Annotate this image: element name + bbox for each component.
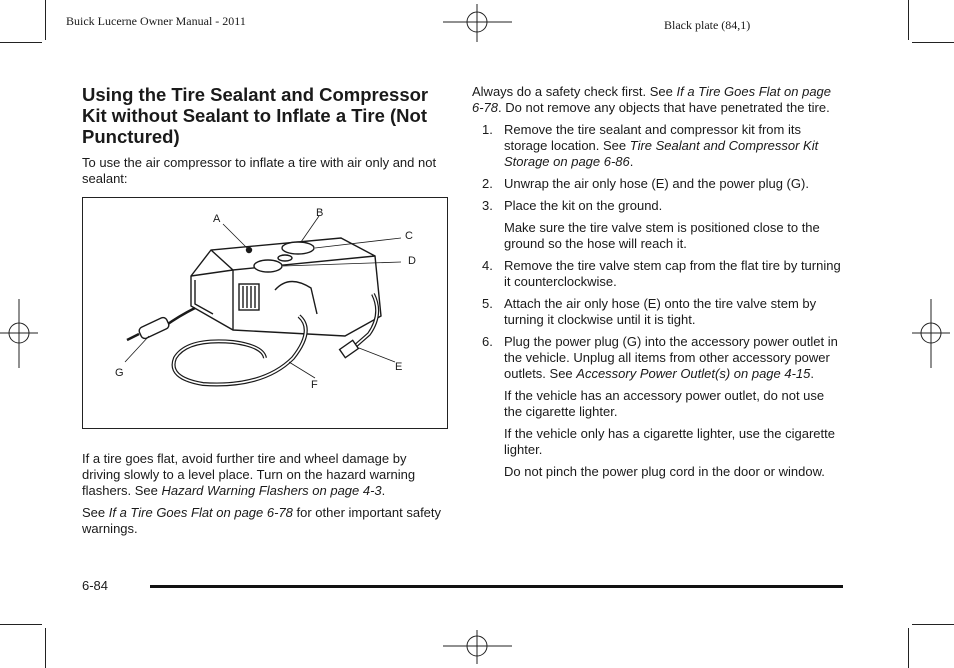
safety-warnings-paragraph: See If a Tire Goes Flat on page 6-78 for other important safety warnings. xyxy=(82,505,442,536)
kit-storage-link[interactable]: Tire Sealant and Compressor Kit Storage on page 6-86 xyxy=(504,138,819,169)
label-g: G xyxy=(115,367,124,379)
footer-rule xyxy=(150,585,843,588)
label-f: F xyxy=(311,379,318,391)
steps-list xyxy=(472,122,844,214)
step6-note: If the vehicle only has a cigarette lighter, use the cigarette lighter. xyxy=(504,426,835,457)
accessory-power-link[interactable]: Accessory Power Outlet(s) on page 4-15 xyxy=(576,366,811,381)
tire-goes-flat-link[interactable]: If a Tire Goes Flat on page 6-78 xyxy=(108,505,293,520)
safety-check-paragraph: Always do a safety check first. See If a Tire Goes Flat on page 6-78. Do not remove any objects that have penetrated the tire. xyxy=(472,84,832,115)
step6-note: If the vehicle has an accessory power outlet, do not use the cigarette lighter. xyxy=(504,388,825,419)
flat-tire-paragraph: If a tire goes flat, avoid further tire and wheel damage by driving slowly to a level place. Turn on the hazard warning flashers. See Hazard Warning Flashers on page 4-3. xyxy=(82,451,416,498)
step6-note: Do not pinch the power plug cord in the door or window. xyxy=(504,464,825,479)
left-column xyxy=(82,84,448,543)
list-item: 2. Unwrap the air only hose (E) and the power plug (G). xyxy=(482,176,809,191)
list-item: 4. Remove the tire valve stem cap from the flat tire by turning it counterclockwise. xyxy=(482,258,841,289)
list-item: 1. Remove the tire sealant and compressor kit from its storage location. See Tire Sealant and Compressor Kit Storage on page 6-86. xyxy=(482,122,819,169)
list-item: 5. Attach the air only hose (E) onto the tire valve stem by turning it clockwise until it is tight. xyxy=(482,296,817,327)
page-number: 6-84 xyxy=(82,578,109,593)
registration-mark-right xyxy=(912,299,950,368)
step3-note: Make sure the tire valve stem is positioned close to the ground so the hose will reach it. xyxy=(504,220,820,251)
right-column xyxy=(472,84,844,486)
header-title: Buick Lucerne Owner Manual - 2011 xyxy=(66,14,246,28)
registration-mark-top xyxy=(443,4,512,42)
list-item: 3. Place the kit on the ground. xyxy=(482,198,663,213)
label-d: D xyxy=(408,255,416,267)
hazard-flashers-link[interactable]: Hazard Warning Flashers on page 4-3 xyxy=(161,483,382,498)
label-a: A xyxy=(213,213,221,225)
list-item: 6. Plug the power plug (G) into the accessory power outlet in the vehicle. Unplug all items from other accessory power outlets. See Accessory Power Outlet(s) on page 4-15. xyxy=(482,334,838,381)
compressor-kit-illustration xyxy=(82,197,448,429)
tire-goes-flat-link-2[interactable]: If a Tire Goes Flat on page 6-78 xyxy=(472,84,832,115)
registration-mark-left xyxy=(0,299,38,368)
label-e: E xyxy=(395,361,403,373)
intro-paragraph: To use the air compressor to inflate a tire with air only and not sealant: xyxy=(82,155,437,186)
label-c: C xyxy=(405,230,413,242)
section-heading: Using the Tire Sealant and Compressor Kit without Sealant to Inflate a Tire (Not Punctured) xyxy=(82,84,429,147)
header-plate: Black plate (84,1) xyxy=(664,18,751,32)
steps-list-continued xyxy=(472,258,844,382)
label-b: B xyxy=(316,207,324,219)
registration-mark-bottom xyxy=(443,630,512,664)
